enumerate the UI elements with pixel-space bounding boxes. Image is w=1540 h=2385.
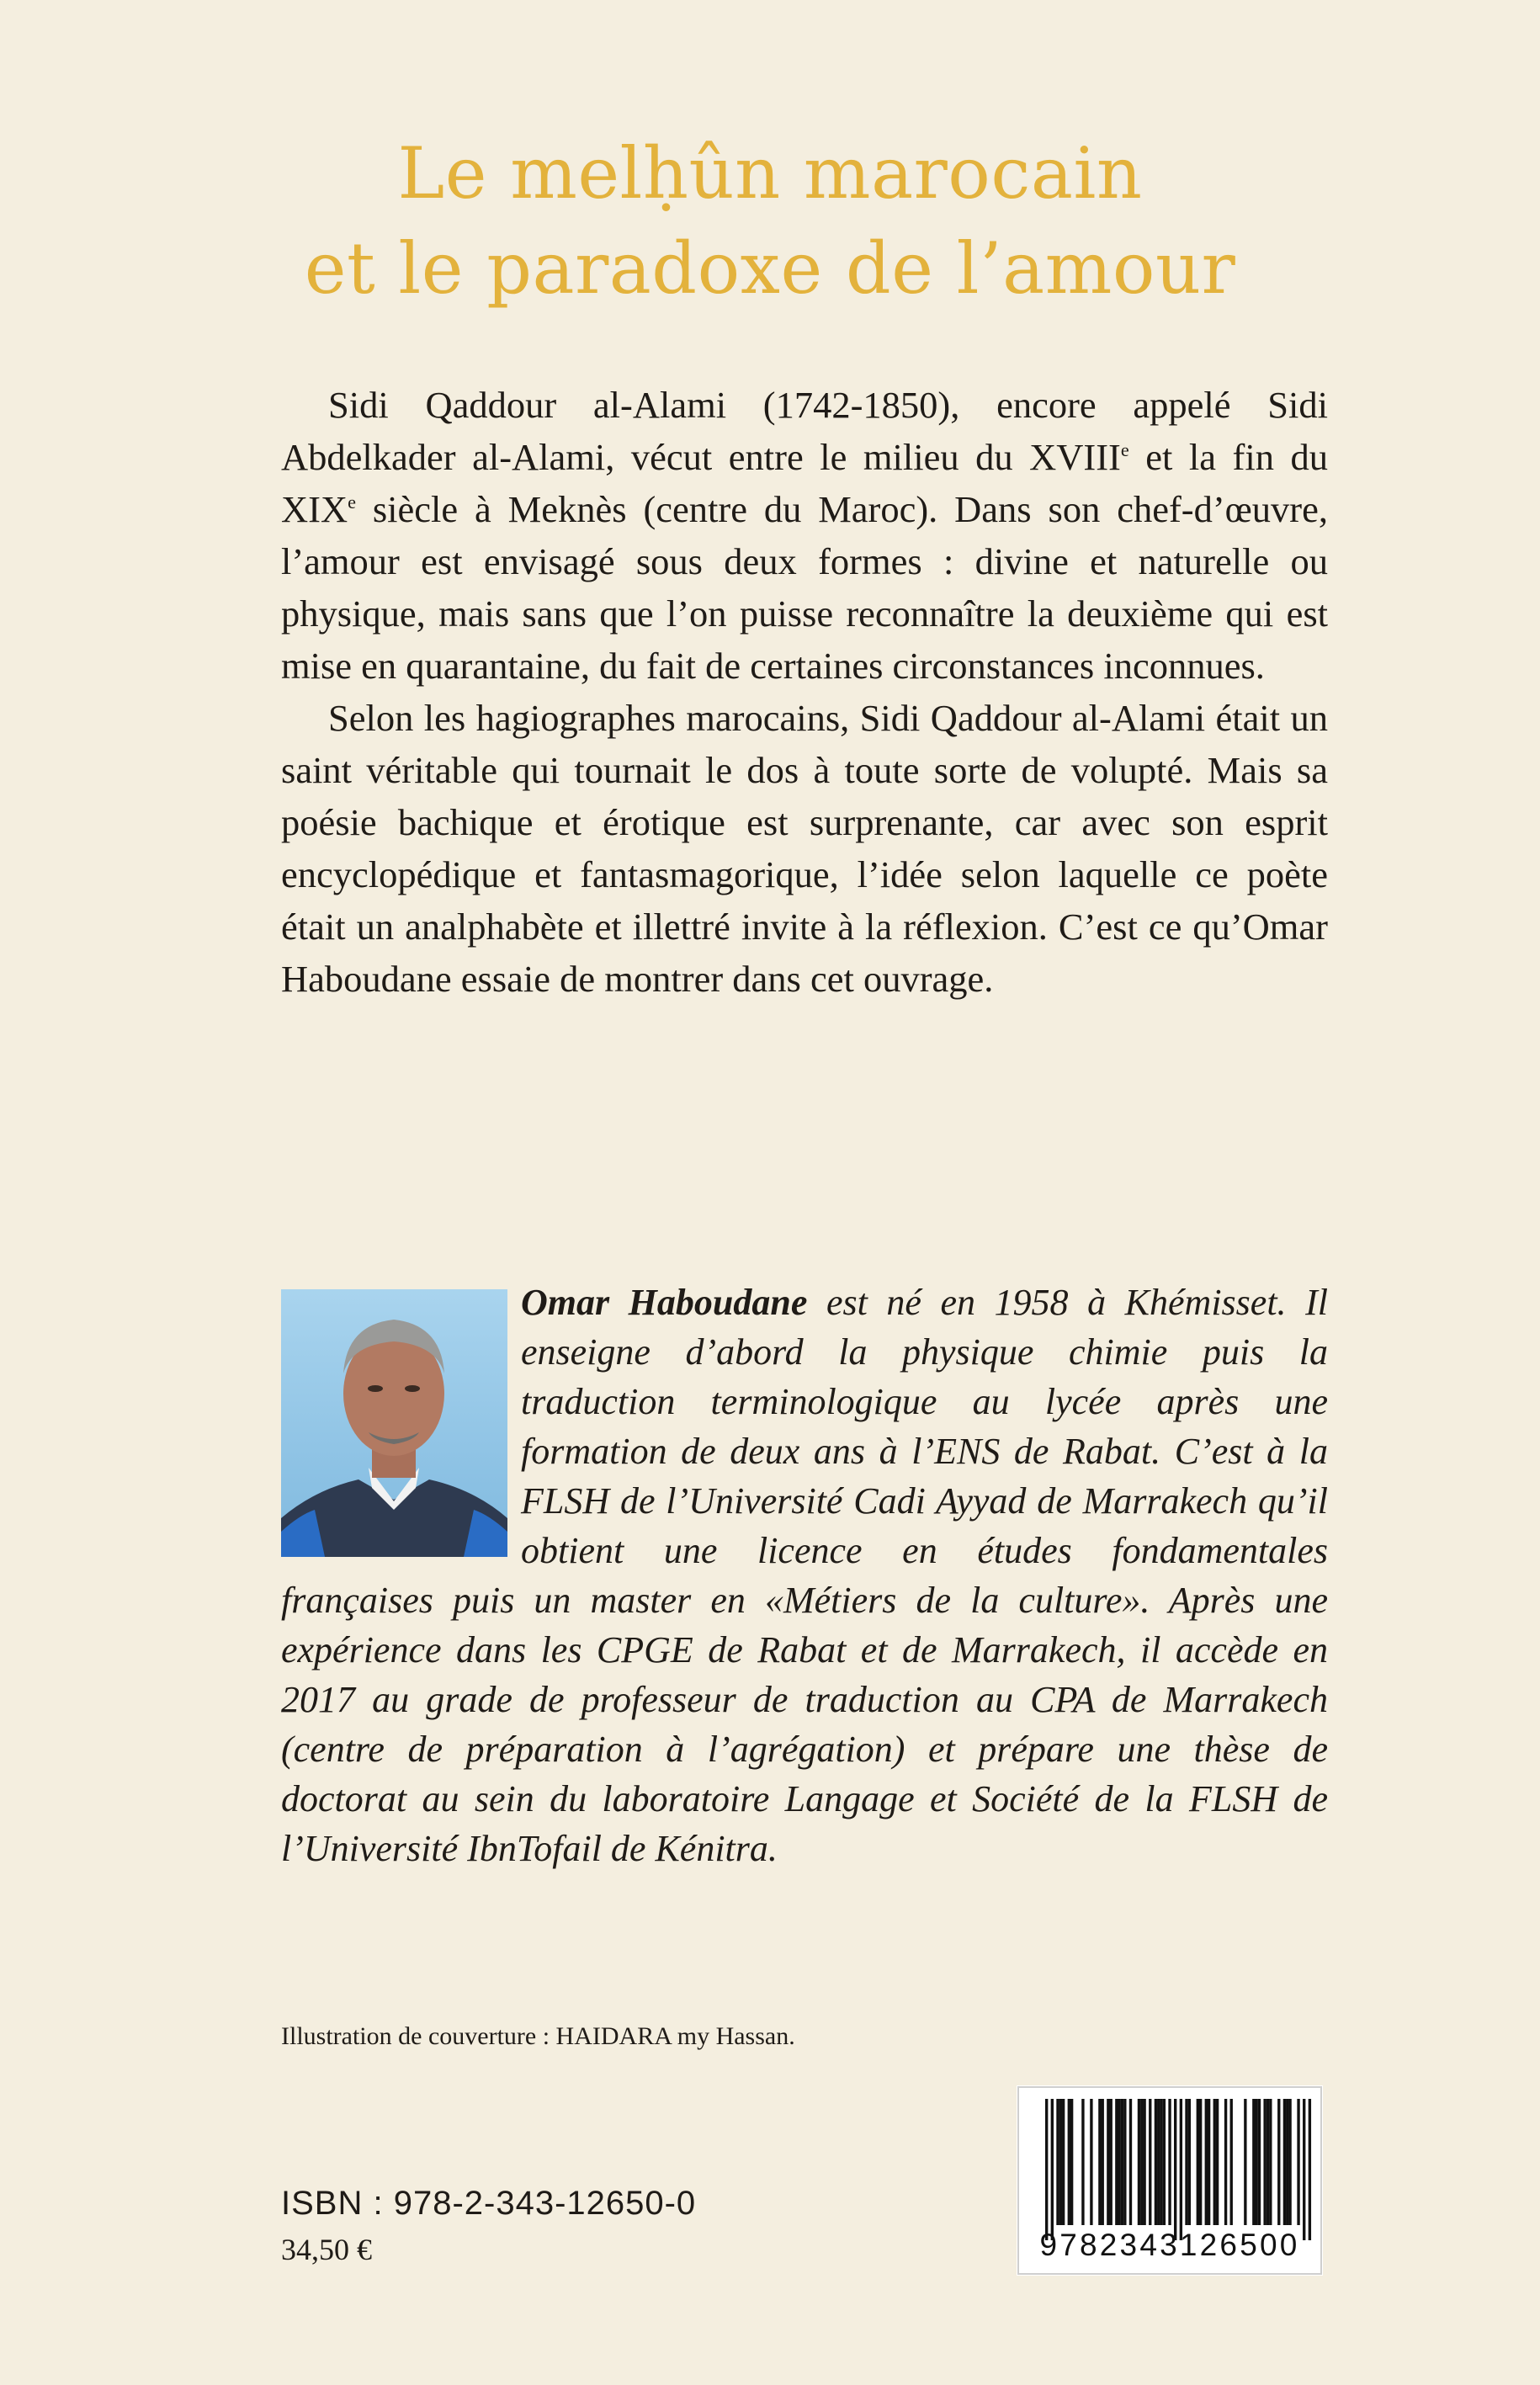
barcode-bar — [1208, 2099, 1210, 2225]
barcode — [1017, 2085, 1323, 2276]
barcode-bar — [1070, 2099, 1073, 2225]
author-name: Omar Haboudane — [521, 1282, 808, 1323]
barcode-bar — [1059, 2099, 1062, 2225]
author-bio-text: est né en 1958 à Khémisset. Il enseigne d’abord la physique chimie puis la traduction terminologique au lycée après une formation de deux ans à l’ENS de Rabat. C’est à la FLSH de l’Université Cadi Ayyad de Marrakech qu’il obtient une licence en études fondamentales françaises puis un master en «Métiers de la culture». Après une expérience dans les CPGE de Rabat et de Marrakech, il accède en 2017 au grade de professeur de traduction au CPA de Marrakech (centre de préparation à l’agrégation) et prépare une thèse de doctorat au sein du laboratoire Langage et Société de la FLSH de l’Université IbnTofail de Kénitra. — [281, 1282, 1328, 1869]
barcode-bar — [1168, 2099, 1171, 2225]
barcode-guard-bar — [1303, 2099, 1305, 2240]
barcode-bar — [1110, 2099, 1113, 2225]
barcode-bar — [1263, 2099, 1266, 2225]
barcode-bar — [1081, 2099, 1084, 2225]
isbn: ISBN : 978-2-343-12650-0 — [281, 2185, 697, 2222]
synopsis-text-1b: et la fin du XIX — [281, 436, 1328, 530]
barcode-guard-bar — [1309, 2099, 1311, 2240]
barcode-bar — [1115, 2099, 1118, 2225]
barcode-guard-bar — [1045, 2099, 1048, 2240]
barcode-number: 9782343126500 — [1039, 2228, 1300, 2262]
barcode-bar — [1185, 2099, 1187, 2225]
price: 34,50 € — [281, 2233, 372, 2266]
synopsis-text-1c: siècle à Meknès (centre du Maroc). Dans son chef-d’œuvre, l’amour est envisagé sous deux formes : divine et naturelle ou physique, mais sans que l’on puisse reconnaître la deuxième qui est mise en quarantaine, du fait de certaines circonstances inconnues. — [281, 488, 1328, 687]
barcode-bar — [1213, 2099, 1216, 2225]
barcode-bar — [1230, 2099, 1233, 2225]
barcode-bar — [1288, 2099, 1291, 2225]
barcode-bar — [1224, 2099, 1227, 2225]
barcode-bar — [1121, 2099, 1123, 2225]
synopsis-paragraph-1 — [281, 379, 1328, 692]
superscript-e-1: e — [1120, 439, 1129, 461]
barcode-bar — [1118, 2099, 1120, 2225]
barcode-guard-bar — [1180, 2099, 1182, 2240]
barcode-bar — [1277, 2099, 1280, 2225]
barcode-bar — [1056, 2099, 1059, 2225]
barcode-bar — [1197, 2099, 1199, 2225]
barcode-bar — [1216, 2099, 1219, 2225]
superscript-e-2: e — [348, 491, 356, 513]
barcode-bar — [1205, 2099, 1208, 2225]
barcode-guard-bar — [1051, 2099, 1054, 2240]
barcode-bar — [1163, 2099, 1166, 2225]
book-title — [0, 126, 1540, 316]
barcode-bar — [1102, 2099, 1104, 2225]
barcode-bar — [1188, 2099, 1191, 2225]
barcode-bar — [1255, 2099, 1257, 2225]
barcode-bar — [1143, 2099, 1145, 2225]
barcode-bar — [1267, 2099, 1269, 2225]
barcode-bar — [1286, 2099, 1288, 2225]
barcode-bar — [1155, 2099, 1157, 2225]
barcode-bar — [1138, 2099, 1140, 2225]
title-line-2: et le paradoxe de l’amour — [304, 227, 1236, 310]
barcode-bar — [1090, 2099, 1092, 2225]
title-line-1: Le melḥûn marocain — [397, 132, 1143, 215]
synopsis-text-1a: Sidi Qaddour al-Alami (1742-1850), encore appelé Sidi Abdelkader al-Alami, vécut entre le milieu du XVIII — [281, 384, 1328, 478]
barcode-bar — [1098, 2099, 1101, 2225]
barcode-bar — [1062, 2099, 1065, 2225]
illustration-credit: Illustration de couverture : HAIDARA my Hassan. — [281, 2022, 795, 2050]
barcode-bar — [1244, 2099, 1246, 2225]
synopsis — [281, 379, 1328, 1005]
barcode-bar — [1129, 2099, 1132, 2225]
photo-spacer — [281, 1277, 521, 1572]
barcode-bar — [1283, 2099, 1286, 2225]
barcode-bar — [1157, 2099, 1160, 2225]
barcode-bar — [1199, 2099, 1202, 2225]
barcode-bar — [1297, 2099, 1299, 2225]
synopsis-paragraph-2: Selon les hagiographes marocains, Sidi Qaddour al-Alami était un saint véritable qui tournait le dos à toute sorte de volupté. Mais sa poésie bachique et érotique est surprenante, car avec son esprit encyclopédique et fantasmagorique, l’idée selon laquelle ce poète était un analphabète et illettré invite à la réflexion. C’est ce qu’Omar Haboudane essaie de montrer dans cet ouvrage. — [281, 697, 1328, 1000]
barcode-bar — [1149, 2099, 1151, 2225]
barcode-bar — [1252, 2099, 1255, 2225]
barcode-bar — [1269, 2099, 1272, 2225]
barcode-bar — [1107, 2099, 1109, 2225]
barcode-bar — [1160, 2099, 1162, 2225]
barcode-bar — [1123, 2099, 1126, 2225]
barcode-bar — [1068, 2099, 1070, 2225]
barcode-guard-bar — [1174, 2099, 1176, 2240]
barcode-bar — [1140, 2099, 1143, 2225]
barcode-bar — [1258, 2099, 1261, 2225]
author-biography — [281, 1277, 1328, 1873]
